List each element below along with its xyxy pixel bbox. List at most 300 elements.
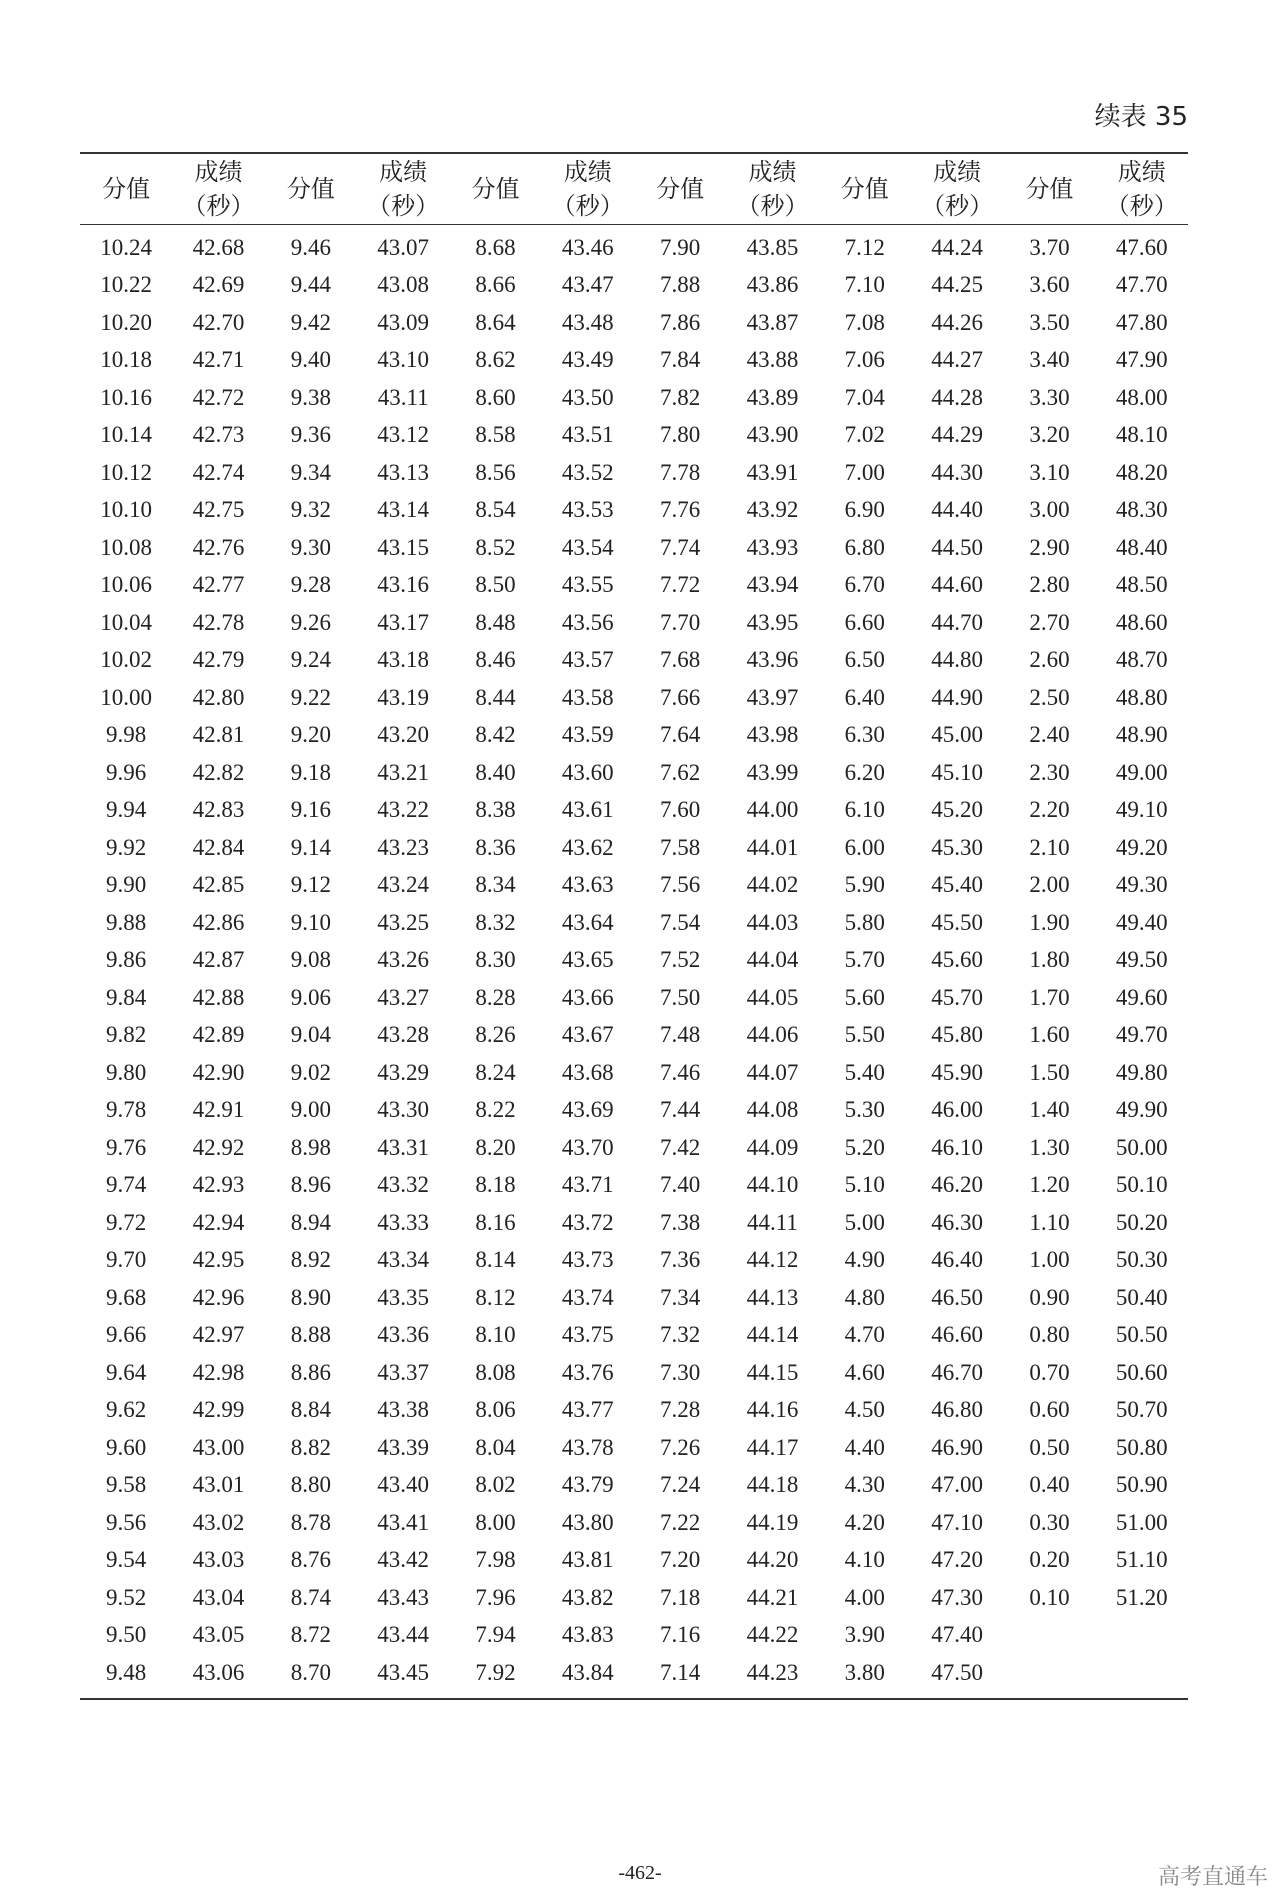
score-cell: 7.70 — [660, 609, 701, 635]
result-cell: 43.29 — [377, 1059, 430, 1085]
result-cell: 44.27 — [931, 347, 983, 373]
header-score: 分值 — [1025, 175, 1074, 203]
result-cell: 42.93 — [192, 1172, 245, 1198]
score-cell: 5.30 — [844, 1097, 885, 1123]
result-cell: 42.84 — [192, 834, 245, 860]
table-row — [80, 454, 1188, 492]
result-cell: 43.36 — [377, 1322, 430, 1348]
header-result-label: 成绩 — [748, 158, 797, 186]
score-cell: 9.76 — [106, 1134, 147, 1160]
score-cell: 7.32 — [660, 1322, 701, 1348]
result-cell: 43.90 — [746, 422, 799, 448]
result-cell: 45.40 — [931, 872, 983, 898]
score-cell: 8.68 — [475, 234, 516, 260]
table-body — [80, 225, 1188, 1698]
header-score: 分值 — [840, 175, 889, 203]
score-cell: 9.32 — [290, 497, 331, 523]
score-cell: 4.80 — [844, 1284, 885, 1310]
score-cell: 8.84 — [290, 1397, 331, 1423]
score-cell: 1.10 — [1029, 1209, 1070, 1235]
table-row — [80, 529, 1188, 567]
score-cell: 4.60 — [844, 1359, 885, 1385]
score-cell: 7.08 — [844, 309, 885, 335]
result-cell: 46.40 — [931, 1247, 983, 1273]
score-cell: 3.30 — [1029, 384, 1070, 410]
result-cell: 44.02 — [746, 872, 799, 898]
result-cell: 43.26 — [377, 947, 430, 973]
score-cell: 7.12 — [844, 234, 885, 260]
result-cell: 43.06 — [192, 1659, 245, 1685]
result-cell: 43.20 — [377, 722, 430, 748]
score-cell: 9.42 — [290, 309, 331, 335]
table-row — [80, 1354, 1188, 1392]
result-cell: 43.69 — [561, 1097, 614, 1123]
result-cell: 48.20 — [1115, 459, 1168, 485]
result-cell: 43.83 — [561, 1622, 614, 1648]
score-cell: 8.32 — [475, 909, 516, 935]
result-cell: 42.77 — [192, 572, 245, 598]
score-cell: 7.94 — [475, 1622, 516, 1648]
score-cell: 8.74 — [290, 1584, 331, 1610]
result-cell: 43.19 — [377, 684, 430, 710]
score-cell: 4.00 — [844, 1584, 885, 1610]
score-cell: 7.88 — [660, 272, 701, 298]
score-cell: 10.20 — [100, 309, 153, 335]
table-row — [80, 1467, 1188, 1505]
result-cell: 42.70 — [192, 309, 245, 335]
score-cell: 9.12 — [290, 872, 331, 898]
score-cell: 1.20 — [1029, 1172, 1070, 1198]
score-cell: 9.94 — [106, 797, 147, 823]
result-cell: 43.46 — [561, 234, 614, 260]
table-row — [80, 979, 1188, 1017]
result-cell: 44.24 — [931, 234, 983, 260]
header-result — [357, 155, 449, 223]
score-cell: 9.50 — [106, 1622, 147, 1648]
result-cell: 43.51 — [561, 422, 614, 448]
table-header — [80, 154, 1188, 225]
score-cell: 7.72 — [660, 572, 701, 598]
result-cell: 43.16 — [377, 572, 430, 598]
score-cell: 9.68 — [106, 1284, 147, 1310]
score-cell: 8.76 — [290, 1547, 331, 1573]
score-cell: 9.66 — [106, 1322, 147, 1348]
score-cell: 7.50 — [660, 984, 701, 1010]
header-score: 分值 — [471, 175, 520, 203]
score-cell: 8.66 — [475, 272, 516, 298]
result-cell: 43.68 — [561, 1059, 614, 1085]
header-result-label: 成绩 — [563, 158, 612, 186]
score-cell: 9.64 — [106, 1359, 147, 1385]
table-row — [80, 1429, 1188, 1467]
result-cell: 43.95 — [746, 609, 799, 635]
result-cell: 48.30 — [1115, 497, 1168, 523]
score-cell: 9.88 — [106, 909, 147, 935]
result-cell: 42.72 — [192, 384, 245, 410]
score-cell: 8.54 — [475, 497, 516, 523]
result-cell: 44.21 — [746, 1584, 799, 1610]
header-result-label: 成绩 — [933, 158, 982, 186]
score-cell: 2.30 — [1029, 759, 1070, 785]
result-cell: 46.50 — [931, 1284, 983, 1310]
score-cell: 2.00 — [1029, 872, 1070, 898]
result-cell: 43.85 — [746, 234, 799, 260]
score-cell: 5.10 — [844, 1172, 885, 1198]
score-cell: 8.12 — [475, 1284, 516, 1310]
score-cell: 9.82 — [106, 1022, 147, 1048]
score-cell: 8.04 — [475, 1434, 516, 1460]
score-cell: 4.90 — [844, 1247, 885, 1273]
score-cell: 9.60 — [106, 1434, 147, 1460]
result-cell: 45.90 — [931, 1059, 983, 1085]
result-cell: 42.86 — [192, 909, 245, 935]
result-cell: 43.31 — [377, 1134, 430, 1160]
result-cell: 44.05 — [746, 984, 799, 1010]
score-cell: 9.54 — [106, 1547, 147, 1573]
result-cell: 45.20 — [931, 797, 983, 823]
result-cell: 47.80 — [1115, 309, 1168, 335]
result-cell: 47.20 — [931, 1547, 983, 1573]
score-cell: 8.62 — [475, 347, 516, 373]
score-cell: 7.26 — [660, 1434, 701, 1460]
result-cell: 49.30 — [1115, 872, 1168, 898]
score-cell: 8.24 — [475, 1059, 516, 1085]
score-cell: 7.56 — [660, 872, 701, 898]
result-cell: 44.40 — [931, 497, 983, 523]
score-cell: 6.20 — [844, 759, 885, 785]
result-cell: 46.70 — [931, 1359, 983, 1385]
result-cell: 44.07 — [746, 1059, 799, 1085]
result-cell: 44.70 — [931, 609, 983, 635]
result-cell: 49.90 — [1115, 1097, 1168, 1123]
result-cell: 43.78 — [561, 1434, 614, 1460]
result-cell: 43.09 — [377, 309, 430, 335]
score-cell: 9.26 — [290, 609, 331, 635]
score-cell: 2.60 — [1029, 647, 1070, 673]
header-result-unit: （秒） — [367, 192, 440, 220]
score-table — [80, 152, 1188, 1700]
score-cell: 9.28 — [290, 572, 331, 598]
result-cell: 50.20 — [1115, 1209, 1168, 1235]
score-cell: 5.90 — [844, 872, 885, 898]
result-cell: 44.17 — [746, 1434, 799, 1460]
result-cell: 44.15 — [746, 1359, 799, 1385]
result-cell: 43.53 — [561, 497, 614, 523]
score-cell: 2.20 — [1029, 797, 1070, 823]
result-cell: 43.22 — [377, 797, 430, 823]
score-cell: 8.28 — [475, 984, 516, 1010]
result-cell: 43.47 — [561, 272, 614, 298]
table-row — [80, 829, 1188, 867]
header-result-label: 成绩 — [194, 158, 243, 186]
score-cell: 9.96 — [106, 759, 147, 785]
score-cell: 7.16 — [660, 1622, 701, 1648]
score-cell: 9.70 — [106, 1247, 147, 1273]
score-cell: 7.66 — [660, 684, 701, 710]
header-result — [542, 155, 634, 223]
score-cell: 0.90 — [1029, 1284, 1070, 1310]
result-cell: 44.60 — [931, 572, 983, 598]
result-cell: 44.12 — [746, 1247, 799, 1273]
score-cell: 8.34 — [475, 872, 516, 898]
result-cell: 44.26 — [931, 309, 983, 335]
result-cell: 44.00 — [746, 797, 799, 823]
result-cell: 42.99 — [192, 1397, 245, 1423]
score-cell: 10.00 — [100, 684, 153, 710]
result-cell: 49.70 — [1115, 1022, 1168, 1048]
score-cell: 7.60 — [660, 797, 701, 823]
score-cell: 8.20 — [475, 1134, 516, 1160]
result-cell: 44.90 — [931, 684, 983, 710]
header-score: 分值 — [656, 175, 705, 203]
result-cell: 44.22 — [746, 1622, 799, 1648]
score-cell: 7.80 — [660, 422, 701, 448]
result-cell: 42.91 — [192, 1097, 245, 1123]
result-cell: 43.74 — [561, 1284, 614, 1310]
score-cell: 0.10 — [1029, 1584, 1070, 1610]
score-cell: 7.62 — [660, 759, 701, 785]
score-cell: 7.92 — [475, 1659, 516, 1685]
score-cell: 7.54 — [660, 909, 701, 935]
result-cell: 43.39 — [377, 1434, 430, 1460]
score-cell: 0.60 — [1029, 1397, 1070, 1423]
score-cell: 8.40 — [475, 759, 516, 785]
result-cell: 42.88 — [192, 984, 245, 1010]
table-row — [80, 717, 1188, 755]
result-cell: 43.71 — [561, 1172, 614, 1198]
score-cell: 8.52 — [475, 534, 516, 560]
result-cell: 45.00 — [931, 722, 983, 748]
result-cell: 42.71 — [192, 347, 245, 373]
result-cell: 47.90 — [1115, 347, 1168, 373]
result-cell: 43.98 — [746, 722, 799, 748]
result-cell: 43.64 — [561, 909, 614, 935]
result-cell: 44.20 — [746, 1547, 799, 1573]
score-cell: 6.50 — [844, 647, 885, 673]
score-cell: 3.00 — [1029, 497, 1070, 523]
result-cell: 50.90 — [1115, 1472, 1168, 1498]
result-cell: 44.19 — [746, 1509, 799, 1535]
result-cell: 43.77 — [561, 1397, 614, 1423]
result-cell: 46.10 — [931, 1134, 983, 1160]
result-cell: 49.60 — [1115, 984, 1168, 1010]
score-cell: 0.80 — [1029, 1322, 1070, 1348]
score-cell: 6.80 — [844, 534, 885, 560]
score-cell: 8.92 — [290, 1247, 331, 1273]
score-cell: 8.90 — [290, 1284, 331, 1310]
score-cell: 5.70 — [844, 947, 885, 973]
score-cell: 4.40 — [844, 1434, 885, 1460]
result-cell: 43.75 — [561, 1322, 614, 1348]
table-row — [80, 642, 1188, 680]
result-cell: 48.80 — [1115, 684, 1168, 710]
score-cell: 8.70 — [290, 1659, 331, 1685]
table-row — [80, 379, 1188, 417]
score-cell: 8.42 — [475, 722, 516, 748]
score-cell: 7.38 — [660, 1209, 701, 1235]
result-cell: 43.72 — [561, 1209, 614, 1235]
score-cell: 2.80 — [1029, 572, 1070, 598]
score-cell: 10.12 — [100, 459, 153, 485]
score-cell: 7.96 — [475, 1584, 516, 1610]
result-cell: 43.42 — [377, 1547, 430, 1573]
score-cell: 5.20 — [844, 1134, 885, 1160]
score-cell: 6.90 — [844, 497, 885, 523]
result-cell: 43.58 — [561, 684, 614, 710]
result-cell: 43.66 — [561, 984, 614, 1010]
result-cell: 43.88 — [746, 347, 799, 373]
result-cell: 44.06 — [746, 1022, 799, 1048]
result-cell: 43.61 — [561, 797, 614, 823]
score-cell: 10.04 — [100, 609, 153, 635]
score-cell: 10.18 — [100, 347, 153, 373]
score-cell: 8.58 — [475, 422, 516, 448]
score-cell: 6.10 — [844, 797, 885, 823]
result-cell: 43.27 — [377, 984, 430, 1010]
score-cell: 4.20 — [844, 1509, 885, 1535]
result-cell: 49.80 — [1115, 1059, 1168, 1085]
score-cell: 9.58 — [106, 1472, 147, 1498]
score-cell: 7.42 — [660, 1134, 701, 1160]
score-cell: 8.96 — [290, 1172, 331, 1198]
result-cell: 43.79 — [561, 1472, 614, 1498]
score-cell: 3.40 — [1029, 347, 1070, 373]
score-cell: 8.60 — [475, 384, 516, 410]
result-cell: 44.09 — [746, 1134, 799, 1160]
table-row — [80, 567, 1188, 605]
result-cell: 43.60 — [561, 759, 614, 785]
score-cell: 9.92 — [106, 834, 147, 860]
score-cell: 7.52 — [660, 947, 701, 973]
result-cell: 46.30 — [931, 1209, 983, 1235]
score-cell: 9.38 — [290, 384, 331, 410]
result-cell: 45.10 — [931, 759, 983, 785]
result-cell: 50.70 — [1115, 1397, 1168, 1423]
result-cell: 43.04 — [192, 1584, 245, 1610]
result-cell: 43.05 — [192, 1622, 245, 1648]
score-cell: 8.02 — [475, 1472, 516, 1498]
score-cell: 6.60 — [844, 609, 885, 635]
score-cell: 7.36 — [660, 1247, 701, 1273]
score-cell: 8.98 — [290, 1134, 331, 1160]
score-cell: 8.48 — [475, 609, 516, 635]
result-cell: 44.14 — [746, 1322, 799, 1348]
score-cell: 9.22 — [290, 684, 331, 710]
result-cell: 44.30 — [931, 459, 983, 485]
result-cell: 42.96 — [192, 1284, 245, 1310]
result-cell: 42.95 — [192, 1247, 245, 1273]
result-cell: 43.44 — [377, 1622, 430, 1648]
score-cell: 3.20 — [1029, 422, 1070, 448]
table-row — [80, 1167, 1188, 1205]
result-cell: 43.67 — [561, 1022, 614, 1048]
result-cell: 50.60 — [1115, 1359, 1168, 1385]
score-cell: 7.90 — [660, 234, 701, 260]
table-row — [80, 1129, 1188, 1167]
table-row — [80, 1017, 1188, 1055]
result-cell: 43.25 — [377, 909, 430, 935]
score-cell: 1.60 — [1029, 1022, 1070, 1048]
score-cell: 7.76 — [660, 497, 701, 523]
table-row — [80, 1504, 1188, 1542]
result-cell: 42.89 — [192, 1022, 245, 1048]
result-cell: 43.82 — [561, 1584, 614, 1610]
score-cell: 1.30 — [1029, 1134, 1070, 1160]
header-result — [911, 155, 1003, 223]
watermark: 高考直通车 — [1157, 1865, 1268, 1890]
result-cell: 43.89 — [746, 384, 799, 410]
table-row — [80, 229, 1188, 267]
score-cell: 7.46 — [660, 1059, 701, 1085]
score-cell: 7.06 — [844, 347, 885, 373]
score-cell: 7.18 — [660, 1584, 701, 1610]
score-cell: 9.56 — [106, 1509, 147, 1535]
result-cell: 43.56 — [561, 609, 614, 635]
result-cell: 44.10 — [746, 1172, 799, 1198]
table-row — [80, 1279, 1188, 1317]
score-cell: 7.48 — [660, 1022, 701, 1048]
result-cell: 44.08 — [746, 1097, 799, 1123]
score-cell: 9.72 — [106, 1209, 147, 1235]
score-cell: 8.26 — [475, 1022, 516, 1048]
score-cell: 1.80 — [1029, 947, 1070, 973]
result-cell: 46.00 — [931, 1097, 983, 1123]
result-cell: 50.00 — [1115, 1134, 1168, 1160]
score-cell: 9.00 — [290, 1097, 331, 1123]
score-cell: 2.90 — [1029, 534, 1070, 560]
score-cell: 7.24 — [660, 1472, 701, 1498]
result-cell: 44.80 — [931, 647, 983, 673]
result-cell: 43.49 — [561, 347, 614, 373]
result-cell: 48.10 — [1115, 422, 1168, 448]
score-cell: 7.00 — [844, 459, 885, 485]
score-cell: 9.08 — [290, 947, 331, 973]
table-row — [80, 267, 1188, 305]
table-row — [80, 754, 1188, 792]
score-cell: 7.64 — [660, 722, 701, 748]
result-cell: 47.00 — [931, 1472, 983, 1498]
header-result-unit: （秒） — [182, 192, 255, 220]
result-cell: 47.50 — [931, 1659, 983, 1685]
result-cell: 43.02 — [192, 1509, 245, 1535]
result-cell: 42.78 — [192, 609, 245, 635]
result-cell: 43.33 — [377, 1209, 430, 1235]
score-cell: 6.30 — [844, 722, 885, 748]
score-cell: 9.18 — [290, 759, 331, 785]
score-cell: 8.64 — [475, 309, 516, 335]
score-cell: 3.90 — [844, 1622, 885, 1648]
score-cell: 8.00 — [475, 1509, 516, 1535]
result-cell: 45.70 — [931, 984, 983, 1010]
result-cell: 45.50 — [931, 909, 983, 935]
score-cell: 9.48 — [106, 1659, 147, 1685]
result-cell: 43.94 — [746, 572, 799, 598]
result-cell: 44.23 — [746, 1659, 799, 1685]
score-cell: 9.34 — [290, 459, 331, 485]
score-cell: 3.10 — [1029, 459, 1070, 485]
result-cell: 43.43 — [377, 1584, 430, 1610]
result-cell: 47.60 — [1115, 234, 1168, 260]
table-row — [80, 417, 1188, 455]
result-cell: 47.10 — [931, 1509, 983, 1535]
result-cell: 44.16 — [746, 1397, 799, 1423]
result-cell: 43.41 — [377, 1509, 430, 1535]
result-cell: 43.35 — [377, 1284, 430, 1310]
score-cell: 4.30 — [844, 1472, 885, 1498]
result-cell: 47.30 — [931, 1584, 983, 1610]
header-score: 分值 — [286, 175, 335, 203]
score-cell: 9.40 — [290, 347, 331, 373]
